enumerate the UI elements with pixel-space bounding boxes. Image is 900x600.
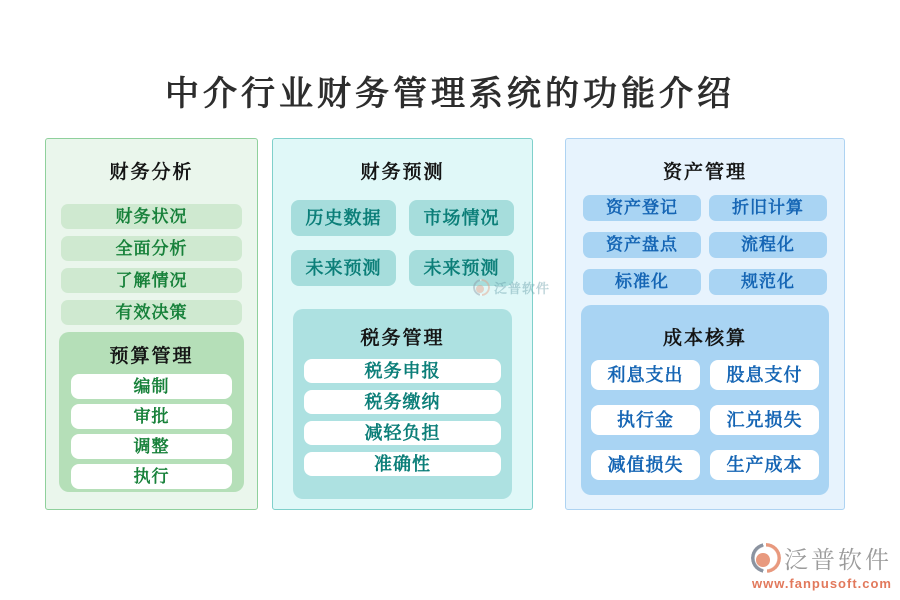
subcard-tax-management [293, 309, 512, 499]
feature-pill: 生产成本 [710, 450, 819, 480]
feature-pill: 执行金 [591, 405, 700, 435]
panel-financial-analysis [45, 138, 258, 510]
subcard-budget-management-title: 预算管理 [109, 346, 194, 367]
subcard-budget-management [59, 332, 244, 492]
feature-pill: 资产盘点 [583, 232, 701, 258]
feature-pill: 标准化 [583, 269, 701, 295]
feature-pill: 财务状况 [61, 204, 242, 229]
feature-pill: 市场情况 [409, 200, 514, 236]
feature-pill: 股息支付 [710, 360, 819, 390]
feature-pill: 税务缴纳 [304, 390, 501, 414]
panel-asset-management-title: 资产管理 [662, 162, 747, 183]
feature-pill: 减轻负担 [304, 421, 501, 445]
feature-pill: 资产登记 [583, 195, 701, 221]
feature-pill: 汇兑损失 [710, 405, 819, 435]
fanpu-logo-icon [473, 279, 490, 296]
feature-pill: 编制 [71, 374, 232, 399]
financial-analysis-pill-list [61, 204, 242, 325]
feature-pill: 准确性 [304, 452, 501, 476]
corner-watermark [751, 540, 892, 591]
panel-financial-forecast [272, 138, 533, 510]
feature-pill: 执行 [71, 464, 232, 489]
feature-pill: 税务申报 [304, 359, 501, 383]
feature-pill: 折旧计算 [709, 195, 827, 221]
corner-watermark-url: www.fanpusoft.com [751, 576, 892, 591]
feature-pill: 未来预测 [291, 250, 396, 286]
cost-accounting-pill-grid [591, 360, 819, 480]
feature-pill: 未来预测 [409, 250, 514, 286]
corner-watermark-brand: 泛普软件 [784, 547, 892, 574]
feature-pill: 有效决策 [61, 300, 242, 325]
feature-pill: 减值损失 [591, 450, 700, 480]
page-title: 中介行业财务管理系统的功能介绍 [165, 75, 735, 113]
corner-watermark-row [751, 540, 892, 575]
feature-pill: 全面分析 [61, 236, 242, 261]
feature-pill: 规范化 [709, 269, 827, 295]
panel-asset-management [565, 138, 845, 510]
center-watermark [473, 278, 550, 297]
feature-pill: 调整 [71, 434, 232, 459]
center-watermark-brand: 泛普软件 [494, 281, 551, 296]
subcard-cost-accounting [581, 305, 829, 495]
feature-pill: 了解情况 [61, 268, 242, 293]
subcard-tax-management-title: 税务管理 [360, 328, 445, 349]
financial-forecast-pill-grid [291, 200, 514, 286]
asset-management-pill-grid [583, 195, 827, 295]
feature-pill: 流程化 [709, 232, 827, 258]
panel-financial-forecast-title: 财务预测 [360, 162, 445, 183]
feature-pill: 历史数据 [291, 200, 396, 236]
panel-financial-analysis-title: 财务分析 [109, 162, 194, 183]
subcard-cost-accounting-title: 成本核算 [662, 328, 747, 349]
feature-pill: 利息支出 [591, 360, 700, 390]
feature-pill: 审批 [71, 404, 232, 429]
fanpu-logo-icon [751, 543, 781, 573]
